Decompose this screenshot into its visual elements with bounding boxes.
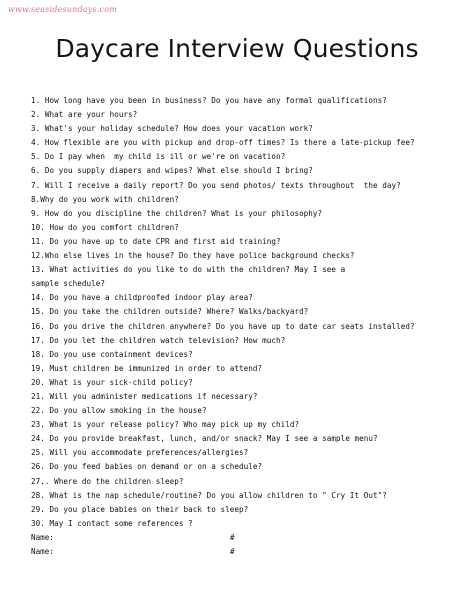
question-line: 12.Who else lives in the house? Do they have police background checks? [31,251,355,261]
question-line: 2. What are your hours? [31,110,138,120]
question-line: 8.Why do you work with children? [31,194,179,204]
question-line: 28. What is the nap schedule/routine? Do you allow children to " Cry It Out"? [31,490,387,500]
question-line: 3. What's your holiday schedule? How does your vacation work? [31,124,313,134]
page-title: Daycare Interview Questions [55,34,419,63]
question-line: 21. Will you administer medications if necessary? [31,391,258,401]
name-label: Name: [31,547,54,556]
question-list [31,94,471,531]
question-line: 25. Will you accommodate preferences/allergies? [31,448,249,458]
question-line: 11. Do you have up to date CPR and first aid training? [31,236,281,246]
question-line: 10. How do you comfort children? [31,222,179,232]
question-line: sample schedule? [31,279,105,289]
number-label: # [230,533,235,542]
question-line: 6. Do you supply diapers and wipes? What else should I bring? [31,166,313,176]
question-line: 22. Do you allow smoking in the house? [31,406,207,416]
contact-row-1 [31,531,291,545]
question-line: 16. Do you drive the children anywhere? Do you have up to date car seats installed? [31,321,415,331]
question-line: 14. Do you have a childproofed indoor play area? [31,293,253,303]
question-line: 23. What is your release policy? Who may pick up my child? [31,420,300,430]
contact-row-2 [31,545,291,559]
question-line: 27.. Where do the children sleep? [31,476,184,486]
question-line: 18. Do you use containment devices? [31,349,193,359]
question-line: 24. Do you provide breakfast, lunch, and/or snack? May I see a sample menu? [31,434,378,444]
name-label: Name: [31,533,54,542]
question-line: 15. Do you take the children outside? Where? Walks/backyard? [31,307,309,317]
question-line: 1. How long have you been in business? Do you have any formal qualifications? [31,96,387,105]
question-line: 29. Do you place babies on their back to sleep? [31,504,249,514]
question-line: 30. May I contact some references ? [31,518,193,528]
question-line: 13. What activities do you like to do with the children? May I see a [31,265,346,275]
question-line: 5. Do I pay when my child is ill or we're on vacation? [31,152,286,162]
question-line: 4. How flexible are you with pickup and drop-off times? Is there a late-pickup fee? [31,138,415,148]
site-watermark: www.seasidesundays.com [8,5,118,14]
question-line: 7. Will I receive a daily report? Do you send photos/ texts throughout the day? [31,180,401,190]
question-line: 19. Must children be immunized in order to attend? [31,363,263,373]
question-line: 17. Do you let the children watch television? How much? [31,335,286,345]
question-line: 20. What is your sick-child policy? [31,377,193,387]
number-label: # [230,547,235,556]
question-line: 26. Do you feed babies on demand or on a schedule? [31,462,263,472]
question-line: 9. How do you discipline the children? What is your philosophy? [31,208,323,218]
